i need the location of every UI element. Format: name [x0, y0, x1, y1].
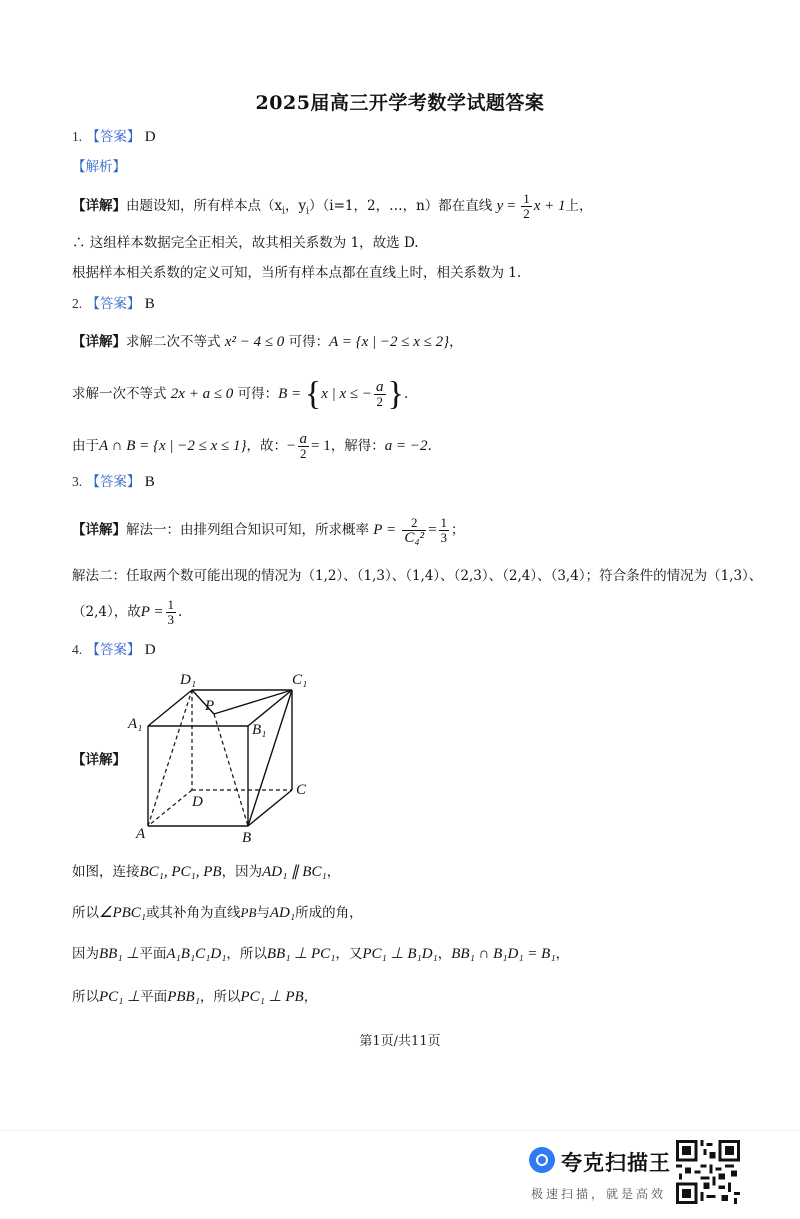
- q3-line3: [72, 598, 182, 627]
- q3-l3-end: .: [178, 604, 183, 620]
- label-p: P: [205, 698, 215, 714]
- q1-analysis-tag: 【解析】: [72, 159, 126, 175]
- q4-l2-pb: PB: [240, 905, 257, 920]
- q4-line1: [72, 862, 340, 882]
- q3-l3-pre: （2,4），故: [72, 604, 141, 620]
- q2-l3-fraction: $\frac{a}{2}$: [299, 431, 308, 461]
- q2-l2-set-pre: B =: [278, 386, 305, 402]
- q4-l3-pre: 因为: [72, 946, 99, 962]
- q4-l4-e3: PC₁ ⊥ PB: [240, 989, 304, 1005]
- q4-l4-e1: PC₁ ⊥: [99, 989, 141, 1005]
- q3-l3-fraction: $\frac{1}{3}$: [167, 597, 174, 627]
- q2-l2-set-body: x | x ≤ −: [321, 386, 373, 402]
- q1-eq-rhs: x + 1: [533, 198, 566, 214]
- q2-l3-mid: ，故：: [246, 438, 288, 454]
- q4-l2-expr: ∠PBC₁: [99, 905, 146, 921]
- q4-l3-e1: BB₁ ⊥: [99, 946, 140, 962]
- segment-pb-hidden: [214, 714, 248, 826]
- label-a: A: [136, 826, 146, 842]
- segment-ad1-hidden: [148, 690, 192, 826]
- label-c: C: [296, 782, 307, 798]
- q4-l3-m3: ，又: [335, 946, 363, 962]
- q2-l3-expr: A ∩ B = {x | −2 ≤ x ≤ 1}: [99, 438, 247, 454]
- q3-l3-p: P =: [140, 604, 164, 620]
- q4-l1-mid: ，因为: [221, 864, 263, 880]
- segment-bc1: [248, 690, 292, 826]
- q1-fraction: $\frac{1}{2}$: [523, 191, 530, 221]
- q3-line1: [72, 516, 465, 545]
- q2-l1-end: ，: [449, 334, 463, 350]
- q1-answer-tag: 【答案】: [86, 129, 141, 145]
- q1-line3: 根据样本相关系数的定义可知，当所有样本点都在直线上时，相关系数为 1.: [72, 265, 522, 281]
- q4-l1-expr2: AD₁ ∥ BC₁: [262, 864, 327, 880]
- q1-answer: D: [144, 129, 156, 145]
- q3-l1-pre: 解法一：由排列组合知识可知，所求概率: [126, 522, 369, 538]
- q3-l1-end: ；: [451, 522, 465, 538]
- q1-number: 1.: [72, 129, 83, 144]
- q4-l4-end: ，: [303, 989, 318, 1005]
- q2-l1-mid: 可得：: [288, 334, 330, 350]
- q4-detail-tag: 【详解】: [72, 752, 126, 768]
- label-a1: A₁: [128, 716, 143, 732]
- page-title: 2025届高三开学考数学试题答案: [255, 92, 545, 114]
- q1-sub-i-2: i: [306, 206, 310, 217]
- q1-sub-i: i: [282, 206, 286, 217]
- q4-l1-pre: 如图，连接: [72, 864, 140, 880]
- q4-answer: D: [144, 642, 156, 658]
- q2-l2-end: .: [403, 386, 409, 402]
- q2-line3: 由于A ∩ B = {x | −2 ≤ x ≤ 1}，故：− $\frac{a}{2}$ = 1，解得：a = −2.: [72, 431, 432, 461]
- q1-detail-line: 【详解】由题设知，所有样本点（$x_i$，$y_i)(i=1$，2，…，n）都在直线 y = $\frac{1}{2}$ x + 1上，: [72, 191, 593, 221]
- q4-number: 4.: [72, 642, 83, 657]
- label-b1: B₁: [252, 722, 267, 738]
- q4-l3-end: ，: [555, 946, 570, 962]
- q4-l4-pre: 所以: [72, 989, 99, 1005]
- q1-detail-tag: 【详解】: [72, 198, 126, 214]
- q2-line2: 求解一次不等式 2x + a ≤ 0 可得：B = {x | x ≤ − $\frac{a}{2}$ }.: [72, 375, 409, 413]
- brand-name: 夸克扫描王: [561, 1151, 671, 1175]
- page-footer: 第1页/共11页: [359, 1034, 441, 1049]
- label-d: D: [192, 794, 203, 810]
- edge-d-a-hidden: [148, 790, 192, 826]
- q4-l2-pre: 所以: [72, 905, 99, 921]
- q2-answer-tag: 【答案】: [86, 296, 141, 312]
- q4-l2-mid2: 与: [256, 905, 270, 921]
- q1-analysis-line: [72, 157, 126, 177]
- q4-l1-expr: BC₁, PC₁, PB: [139, 864, 222, 880]
- q3-number: 3.: [72, 474, 83, 489]
- q2-l2-ineq: 2x + a ≤ 0: [170, 386, 234, 402]
- q2-l1-ineq: x² − 4 ≤ 0: [224, 334, 285, 350]
- q1-detail-mid2: ）（i=1，2，…，n）都在直线: [309, 198, 493, 214]
- q4-l2-end: 所成的角，: [295, 905, 363, 921]
- q2-l3-end: .: [427, 438, 432, 454]
- q2-answer: B: [144, 296, 155, 312]
- q4-l3-m2: ，所以: [226, 946, 267, 962]
- q4-answer-line: [72, 640, 156, 660]
- q2-line1: [72, 332, 463, 352]
- q4-l3-e4: PC₁ ⊥ B₁D₁: [362, 946, 438, 962]
- q4-line3: [72, 944, 569, 964]
- edge-c-b: [248, 790, 292, 826]
- q2-l3-eq: = 1: [311, 438, 331, 454]
- q3-line2: 解法二：任取两个数可能出现的情况为（1,2）、（1,3）、（1,4）、（2,3）、（2,4）、（3,4）；符合条件的情况为（1,3）、: [72, 568, 763, 584]
- q3-detail-tag: 【详解】: [72, 522, 126, 538]
- q4-line2: [72, 903, 363, 923]
- label-c1: C₁: [292, 672, 308, 688]
- q2-number: 2.: [72, 296, 83, 311]
- brand-slogan: 极速扫描，就是高效: [531, 1187, 667, 1201]
- q1-eq-lhs: y: [496, 198, 504, 214]
- q4-l3-e2: A₁B₁C₁D₁: [166, 946, 227, 962]
- q3-l1-eq: =: [428, 522, 437, 538]
- q1-answer-line: [72, 127, 156, 147]
- q2-l2-pre: 求解一次不等式: [72, 386, 167, 402]
- q2-l1-set: A = {x | −2 ≤ x ≤ 2}: [329, 334, 450, 350]
- q4-l3-e3: BB₁ ⊥ PC₁: [266, 946, 336, 962]
- q3-l1-fraction2: $\frac{1}{3}$: [440, 515, 448, 545]
- q4-l3-m1: 平面: [139, 946, 167, 962]
- q2-answer-line: [72, 294, 155, 314]
- q1-detail-end: 上，: [565, 198, 593, 214]
- q4-l3-m4: ，: [437, 946, 452, 962]
- q4-answer-tag: 【答案】: [86, 642, 141, 658]
- q2-l1-pre: 求解二次不等式: [126, 334, 221, 350]
- q3-answer: B: [144, 474, 155, 490]
- q4-l4-m2: ，所以: [199, 989, 241, 1005]
- q2-l2-mid: 可得：: [237, 386, 279, 402]
- q2-detail-tag: 【详解】: [72, 334, 126, 350]
- q4-l3-e5: BB₁ ∩ B₁D₁ = B₁: [451, 946, 556, 962]
- label-d1: D₁: [180, 672, 197, 688]
- q2-l3-mid2: ，解得：: [330, 438, 385, 454]
- q4-line4: [72, 987, 317, 1007]
- q2-l3-pre: 由于: [72, 438, 99, 454]
- q3-l1-p: P =: [373, 522, 397, 538]
- q2-l2-fraction: $\frac{a}{2}$: [376, 379, 384, 409]
- q1-line2: ∴ 这组样本数据完全正相关，故其相关系数为 1，故选 D.: [72, 235, 419, 251]
- q4-l2-mid: 或其补角为直线: [146, 905, 241, 921]
- q2-l3-res: a = −2: [384, 438, 428, 454]
- q3-answer-tag: 【答案】: [86, 474, 141, 490]
- edge-c1-b1: [248, 690, 292, 726]
- q4-l4-m1: 平面: [140, 989, 168, 1005]
- qr-code-icon: [676, 1140, 740, 1204]
- q3-answer-line: [72, 472, 155, 492]
- q3-l1-fraction: $\frac{2}{\text{C₄²}}$: [404, 515, 425, 546]
- q1-detail-mid1: ，y: [285, 198, 307, 214]
- q1-detail-pre: 由题设知，所有样本点（x: [126, 198, 283, 214]
- cube-figure: [120, 668, 320, 846]
- segment-pc1: [214, 690, 292, 714]
- label-b: B: [242, 830, 252, 846]
- quark-logo-icon: [529, 1147, 555, 1173]
- q4-l2-ad: AD₁: [269, 905, 296, 921]
- q4-l4-e2: PBB₁: [167, 989, 200, 1005]
- q4-l1-end: ，: [326, 864, 341, 880]
- edge-a1-d1: [148, 690, 192, 726]
